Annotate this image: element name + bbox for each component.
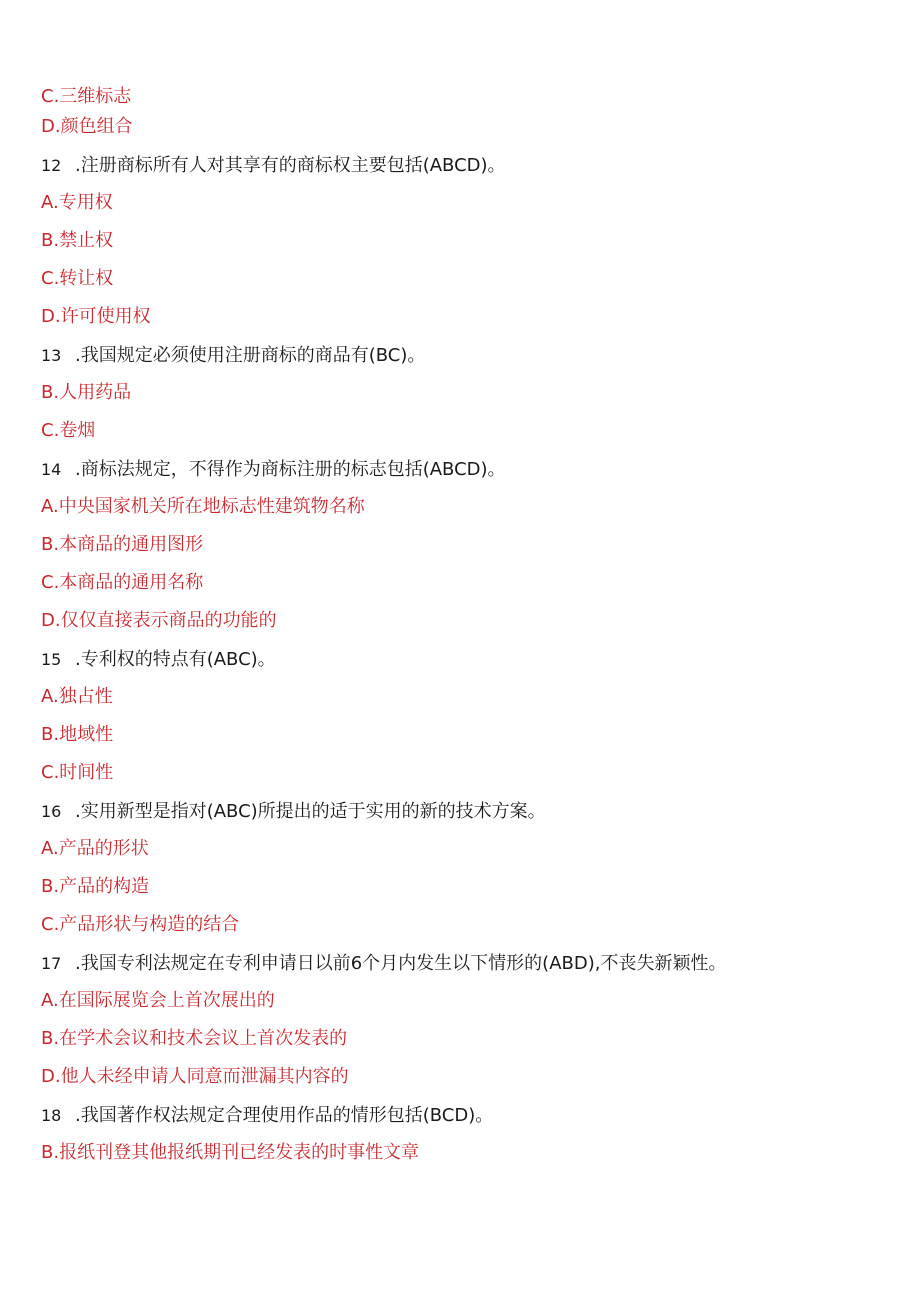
- option-line: A.在国际展览会上首次展出的: [41, 990, 275, 1011]
- option-line: D.仅仅直接表示商品的功能的: [41, 610, 277, 631]
- option-line: C.本商品的通用名称: [41, 572, 204, 593]
- option-line: B.产品的构造: [41, 876, 150, 897]
- option-line: A.产品的形状: [41, 838, 149, 859]
- option-line: D.许可使用权: [41, 306, 151, 327]
- question-line: [41, 343, 425, 369]
- question-text: .我国规定必须使用注册商标的商品有(BC)。: [75, 345, 426, 366]
- question-line: [41, 647, 276, 673]
- option-line: A.独占性: [41, 686, 113, 707]
- option-line: B.地域性: [41, 724, 114, 745]
- question-number: 16: [41, 802, 62, 821]
- question-number: 13: [41, 346, 62, 365]
- option-line: A.专用权: [41, 192, 113, 213]
- option-line: C.转让权: [41, 268, 114, 289]
- question-text: .注册商标所有人对其享有的商标权主要包括(ABCD)。: [75, 155, 506, 176]
- option-line: B.在学术会议和技术会议上首次发表的: [41, 1028, 348, 1049]
- option-line: B.人用药品: [41, 382, 132, 403]
- question-line: [41, 457, 506, 483]
- option-line: C.产品形状与构造的结合: [41, 914, 240, 935]
- question-line: [41, 153, 506, 179]
- question-number: 17: [41, 954, 62, 973]
- question-text: .商标法规定，不得作为商标注册的标志包括(ABCD)。: [75, 459, 506, 480]
- question-number: 12: [41, 156, 62, 175]
- option-line: D.他人未经申请人同意而泄漏其内容的: [41, 1066, 349, 1087]
- option-line: A.中央国家机关所在地标志性建筑物名称: [41, 496, 365, 517]
- option-line: B.报纸刊登其他报纸期刊已经发表的时事性文章: [41, 1142, 420, 1163]
- question-text: .我国专利法规定在专利申请日以前6个月内发生以下情形的(ABD),不丧失新颖性。: [75, 953, 727, 974]
- option-line: B.本商品的通用图形: [41, 534, 204, 555]
- question-text: .实用新型是指对(ABC)所提出的适于实用的新的技术方案。: [75, 801, 546, 822]
- option-line: C.三维标志: [41, 86, 132, 107]
- question-line: [41, 799, 546, 825]
- option-line: B.禁止权: [41, 230, 114, 251]
- question-line: [41, 951, 726, 977]
- question-number: 18: [41, 1106, 62, 1125]
- option-line: C.时间性: [41, 762, 114, 783]
- option-line: D.颜色组合: [41, 116, 133, 137]
- question-line: [41, 1103, 493, 1129]
- question-text: .我国著作权法规定合理使用作品的情形包括(BCD)。: [75, 1105, 494, 1126]
- question-number: 14: [41, 460, 62, 479]
- question-text: .专利权的特点有(ABC)。: [75, 649, 276, 670]
- option-line: C.卷烟: [41, 420, 96, 441]
- question-number: 15: [41, 650, 62, 669]
